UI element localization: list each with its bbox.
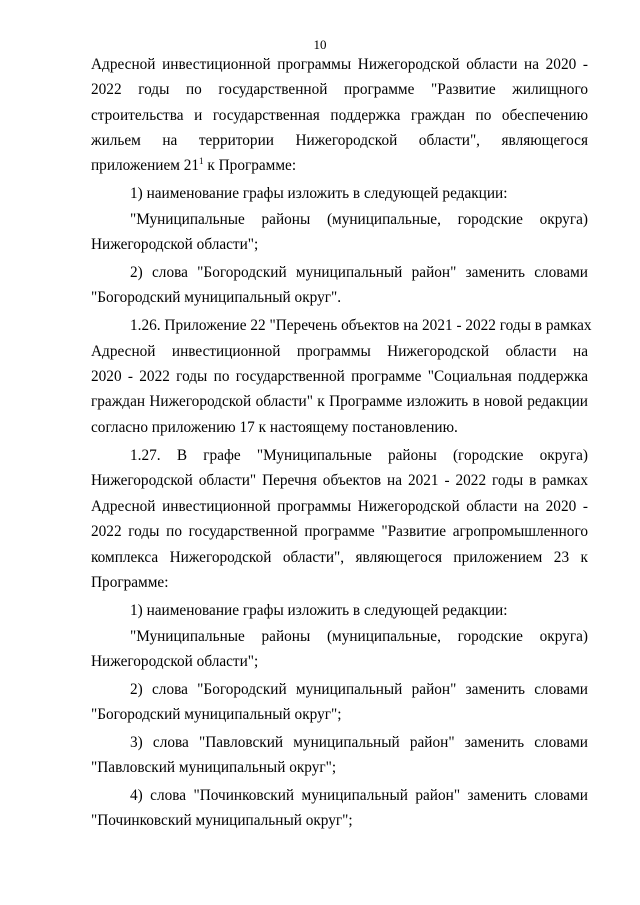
text-segment: приложением 21 — [91, 157, 200, 174]
text-line: 1) наименование графы изложить в следующей редакции: — [130, 602, 508, 619]
text-line: 2) слова "Богородский муниципальный район" заменить словами — [130, 681, 588, 698]
text-line: 4) слова "Починковский муниципальный район" заменить словами — [130, 787, 588, 804]
text-line: Программе: — [91, 574, 169, 591]
text-line: согласно приложению 17 к настоящему постановлению. — [91, 419, 458, 436]
text-line — [91, 156, 296, 176]
text-line: Нижегородской области"; — [91, 653, 259, 670]
superscript: 1 — [199, 156, 204, 166]
text-line: Адресной инвестиционной программы Нижегородской области на — [91, 343, 588, 360]
text-line: "Муниципальные районы (муниципальные, городские округа) — [130, 211, 588, 228]
text-line: строительства и государственная поддержка граждан по обеспечению — [91, 107, 588, 124]
text-line: 1.27. В графе "Муниципальные районы (городские округа) — [130, 447, 588, 464]
text-line: 2022 годы по государственной программе "Развитие жилищного — [91, 81, 588, 98]
text-line: "Богородский муниципальный округ"; — [91, 706, 342, 723]
text-line: комплекса Нижегородской области", являющегося приложением 23 к — [91, 549, 588, 566]
text-segment: к Программе: — [203, 157, 297, 174]
text-line: Адресной инвестиционной программы Нижегородской области на 2020 - — [91, 498, 588, 515]
text-line: Нижегородской области"; — [91, 236, 259, 253]
text-line: "Богородский муниципальный округ". — [91, 289, 342, 306]
text-line: "Павловский муниципальный округ"; — [91, 759, 337, 776]
text-line: 2022 годы по государственной программе "Развитие агропромышленного — [91, 523, 588, 540]
text-line: 3) слова "Павловский муниципальный район" заменить словами — [130, 734, 588, 751]
text-line: 2) слова "Богородский муниципальный район" заменить словами — [130, 264, 588, 281]
text-line: 1.26. Приложение 22 "Перечень объектов на 2021 - 2022 годы в рамках — [130, 317, 592, 334]
page-number: 10 — [313, 37, 327, 52]
text-line: 2020 - 2022 годы по государственной программе "Социальная поддержка — [91, 368, 588, 385]
text-line: жильем на территории Нижегородской области", являющегося — [91, 132, 588, 149]
text-line: Адресной инвестиционной программы Нижегородской области на 2020 - — [91, 56, 588, 73]
text-line: "Починковский муниципальный округ"; — [91, 812, 353, 829]
text-line: Нижегородской области" Перечня объектов на 2021 - 2022 годы в рамках — [91, 472, 588, 489]
text-line: граждан Нижегородской области" к Программе изложить в новой редакции — [91, 393, 588, 410]
text-line: "Муниципальные районы (муниципальные, городские округа) — [130, 628, 588, 645]
text-line: 1) наименование графы изложить в следующей редакции: — [130, 185, 508, 202]
